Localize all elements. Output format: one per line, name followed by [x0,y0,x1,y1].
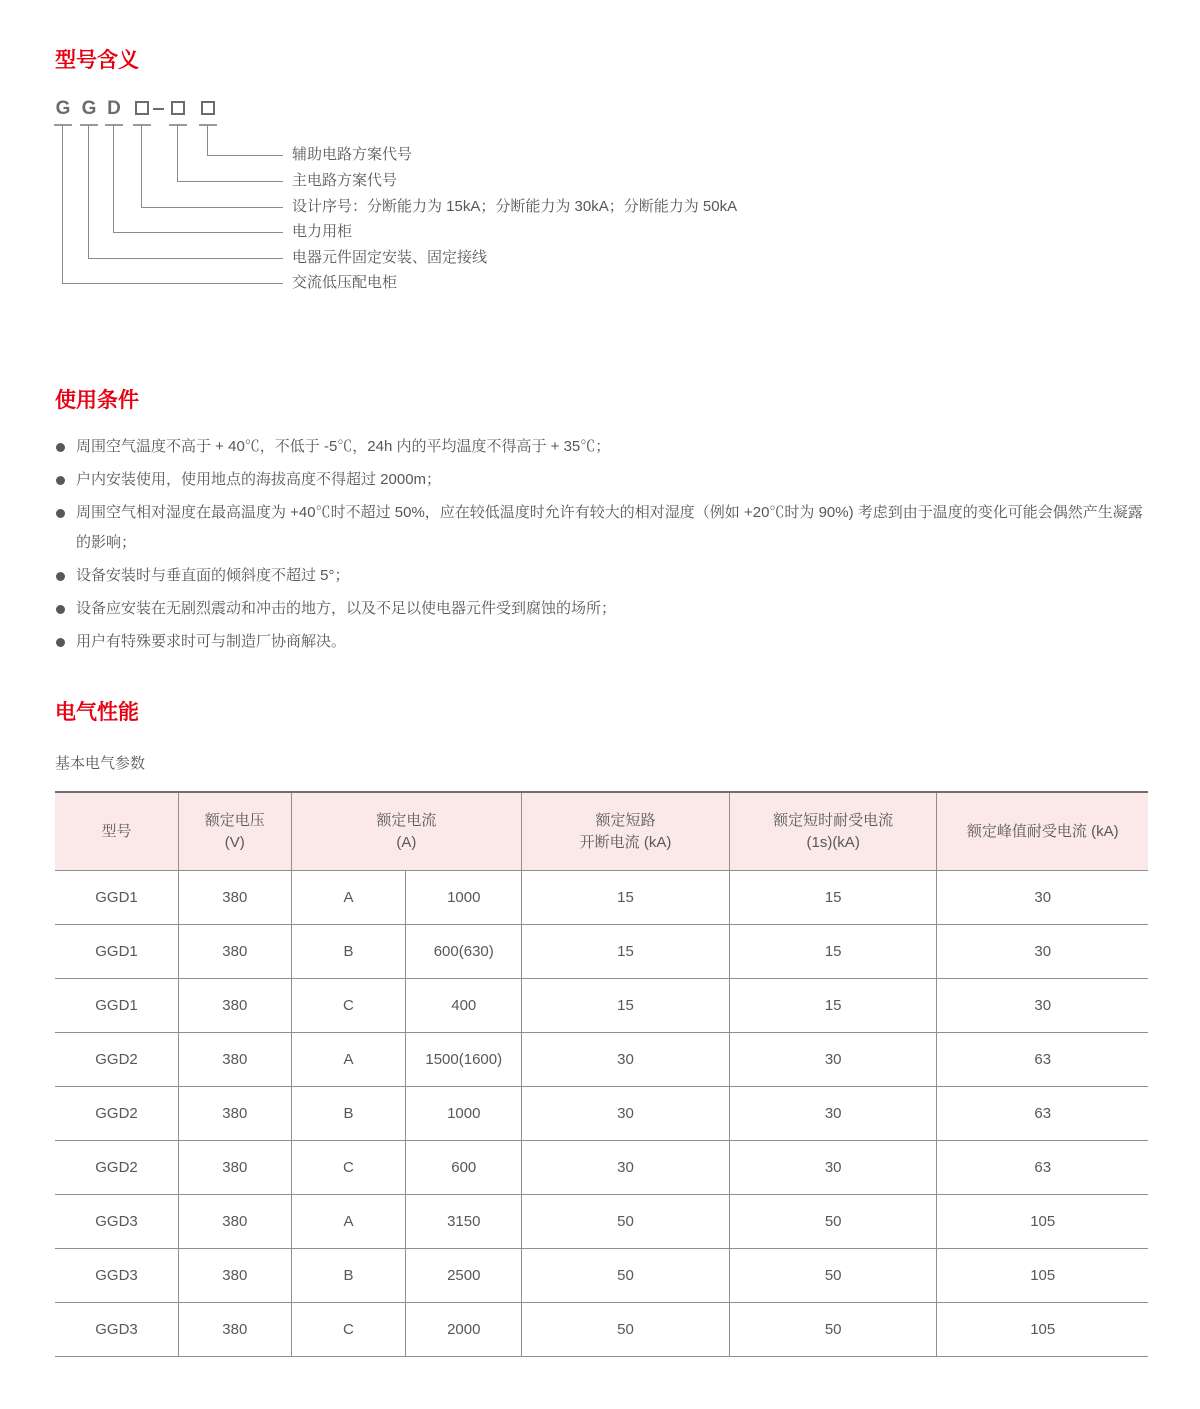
cell-short-time: 30 [729,1141,937,1195]
list-item [55,465,1151,495]
cell-model: GGD2 [55,1033,179,1087]
section-title-electrical-performance: 电气性能 [55,701,139,724]
table-row [55,1033,1148,1087]
header-rated-voltage: 额定电压 (V) [179,792,292,871]
cell-short-time: 15 [729,871,937,925]
cell-voltage: 380 [179,1141,292,1195]
diagram-connector-line [113,232,283,233]
model-code-box-3 [201,101,215,115]
model-code-dash [153,108,164,110]
cell-current-class: A [291,1033,406,1087]
cell-breaking: 15 [522,979,730,1033]
condition-text: 周围空气温度不高于 + 40℃，不低于 -5℃，24h 内的平均温度不得高于 + 35℃； [76,438,611,455]
cell-peak: 30 [937,925,1148,979]
cell-voltage: 380 [179,1033,292,1087]
cell-voltage: 380 [179,979,292,1033]
cell-current-value: 1000 [406,1087,522,1141]
cell-peak: 105 [937,1303,1148,1357]
model-code-diagram [0,95,1200,320]
cell-model: GGD1 [55,871,179,925]
cell-voltage: 380 [179,1249,292,1303]
cell-model: GGD1 [55,925,179,979]
model-code-letter-1: G [55,98,71,119]
diagram-connector-line [177,125,178,181]
cell-short-time: 50 [729,1303,937,1357]
diagram-tick [169,124,187,126]
diagram-label-power-cabinet: 电力用柜 [292,223,353,240]
diagram-connector-line [88,258,283,259]
table-row [55,925,1148,979]
bullet-icon [56,638,65,647]
cell-short-time: 30 [729,1033,937,1087]
cell-model: GGD3 [55,1249,179,1303]
cell-peak: 105 [937,1249,1148,1303]
cell-model: GGD1 [55,979,179,1033]
cell-breaking: 30 [522,1033,730,1087]
table-row [55,1141,1148,1195]
cell-peak: 63 [937,1087,1148,1141]
condition-text: 设备应安装在无剧烈震动和冲击的地方，以及不足以使电器元件受到腐蚀的场所； [76,600,617,617]
diagram-label-fixed-mount: 电器元件固定安装、固定接线 [292,249,488,266]
cell-voltage: 380 [179,925,292,979]
diagram-label-main-circuit: 主电路方案代号 [292,172,398,189]
cell-voltage: 380 [179,1195,292,1249]
cell-current-class: C [291,979,406,1033]
cell-breaking: 50 [522,1303,730,1357]
list-item [55,594,1151,624]
model-code-letter-2: G [81,98,97,119]
bullet-icon [56,443,65,452]
cell-current-class: A [291,871,406,925]
cell-short-time: 50 [729,1249,937,1303]
cell-model: GGD3 [55,1195,179,1249]
header-peak-withstand: 额定峰值耐受电流 (kA) [937,792,1148,871]
diagram-tick [199,124,217,126]
list-item [55,498,1151,558]
cell-breaking: 30 [522,1141,730,1195]
cell-short-time: 50 [729,1195,937,1249]
table-subtitle: 基本电气参数 [55,755,146,772]
table-row [55,871,1148,925]
parameters-table-wrapper [55,791,1148,1357]
cell-breaking: 30 [522,1087,730,1141]
cell-current-value: 400 [406,979,522,1033]
diagram-tick [54,124,72,126]
cell-voltage: 380 [179,871,292,925]
diagram-label-aux-circuit: 辅助电路方案代号 [292,146,413,163]
header-model: 型号 [55,792,179,871]
cell-short-time: 30 [729,1087,937,1141]
cell-short-time: 15 [729,925,937,979]
diagram-connector-line [113,125,114,232]
cell-current-class: C [291,1303,406,1357]
cell-model: GGD2 [55,1141,179,1195]
bullet-icon [56,509,65,518]
header-rated-current: 额定电流 (A) [291,792,522,871]
table-row [55,1303,1148,1357]
cell-voltage: 380 [179,1303,292,1357]
diagram-label-ac-lv-cabinet: 交流低压配电柜 [292,274,398,291]
cell-current-value: 600(630) [406,925,522,979]
diagram-tick [80,124,98,126]
cell-peak: 63 [937,1141,1148,1195]
table-row [55,1195,1148,1249]
diagram-connector-line [62,283,283,284]
diagram-tick [133,124,151,126]
conditions-list [55,432,1151,660]
parameters-table [55,791,1148,1357]
diagram-connector-line [207,155,283,156]
cell-breaking: 50 [522,1249,730,1303]
cell-current-class: A [291,1195,406,1249]
section-title-model-meaning: 型号含义 [55,49,139,72]
list-item [55,561,1151,591]
cell-current-value: 2000 [406,1303,522,1357]
model-code-box-1 [135,101,149,115]
cell-short-time: 15 [729,979,937,1033]
table-header-row [55,792,1148,871]
diagram-connector-line [207,125,208,155]
diagram-tick [105,124,123,126]
diagram-label-design-serial: 设计序号：分断能力为 15kA；分断能力为 30kA；分断能力为 50kA [292,198,738,215]
cell-current-value: 600 [406,1141,522,1195]
list-item [55,432,1151,462]
model-code-letter-3: D [107,98,121,119]
list-item [55,627,1151,657]
cell-breaking: 15 [522,925,730,979]
table-row [55,1087,1148,1141]
diagram-connector-line [141,207,283,208]
cell-current-class: B [291,925,406,979]
cell-model: GGD2 [55,1087,179,1141]
bullet-icon [56,572,65,581]
diagram-connector-line [62,125,63,283]
bullet-icon [56,476,65,485]
cell-peak: 63 [937,1033,1148,1087]
cell-current-value: 1000 [406,871,522,925]
cell-model: GGD3 [55,1303,179,1357]
cell-peak: 30 [937,979,1148,1033]
cell-breaking: 15 [522,871,730,925]
condition-text: 设备安装时与垂直面的倾斜度不超过 5°； [76,567,350,584]
cell-current-value: 3150 [406,1195,522,1249]
table-row [55,979,1148,1033]
condition-text: 户内安装使用，使用地点的海拔高度不得超过 2000m； [76,471,442,488]
cell-current-class: B [291,1087,406,1141]
cell-current-class: C [291,1141,406,1195]
cell-current-value: 1500(1600) [406,1033,522,1087]
header-short-time-withstand: 额定短时耐受电流 (1s)(kA) [729,792,937,871]
cell-current-class: B [291,1249,406,1303]
cell-breaking: 50 [522,1195,730,1249]
diagram-connector-line [141,125,142,207]
section-title-usage-conditions: 使用条件 [55,389,139,412]
cell-peak: 30 [937,871,1148,925]
diagram-connector-line [88,125,89,258]
condition-text: 用户有特殊要求时可与制造厂协商解决。 [76,633,347,650]
condition-text: 周围空气相对湿度在最高温度为 +40℃时不超过 50%，应在较低温度时允许有较大的相对湿度（例如 +20℃时为 90%) 考虑到由于温度的变化可能会偶然产生凝露的影响； [76,504,1143,551]
model-code-box-2 [171,101,185,115]
cell-current-value: 2500 [406,1249,522,1303]
cell-peak: 105 [937,1195,1148,1249]
diagram-connector-line [177,181,283,182]
cell-voltage: 380 [179,1087,292,1141]
bullet-icon [56,605,65,614]
table-row [55,1249,1148,1303]
header-breaking-current: 额定短路 开断电流 (kA) [522,792,730,871]
